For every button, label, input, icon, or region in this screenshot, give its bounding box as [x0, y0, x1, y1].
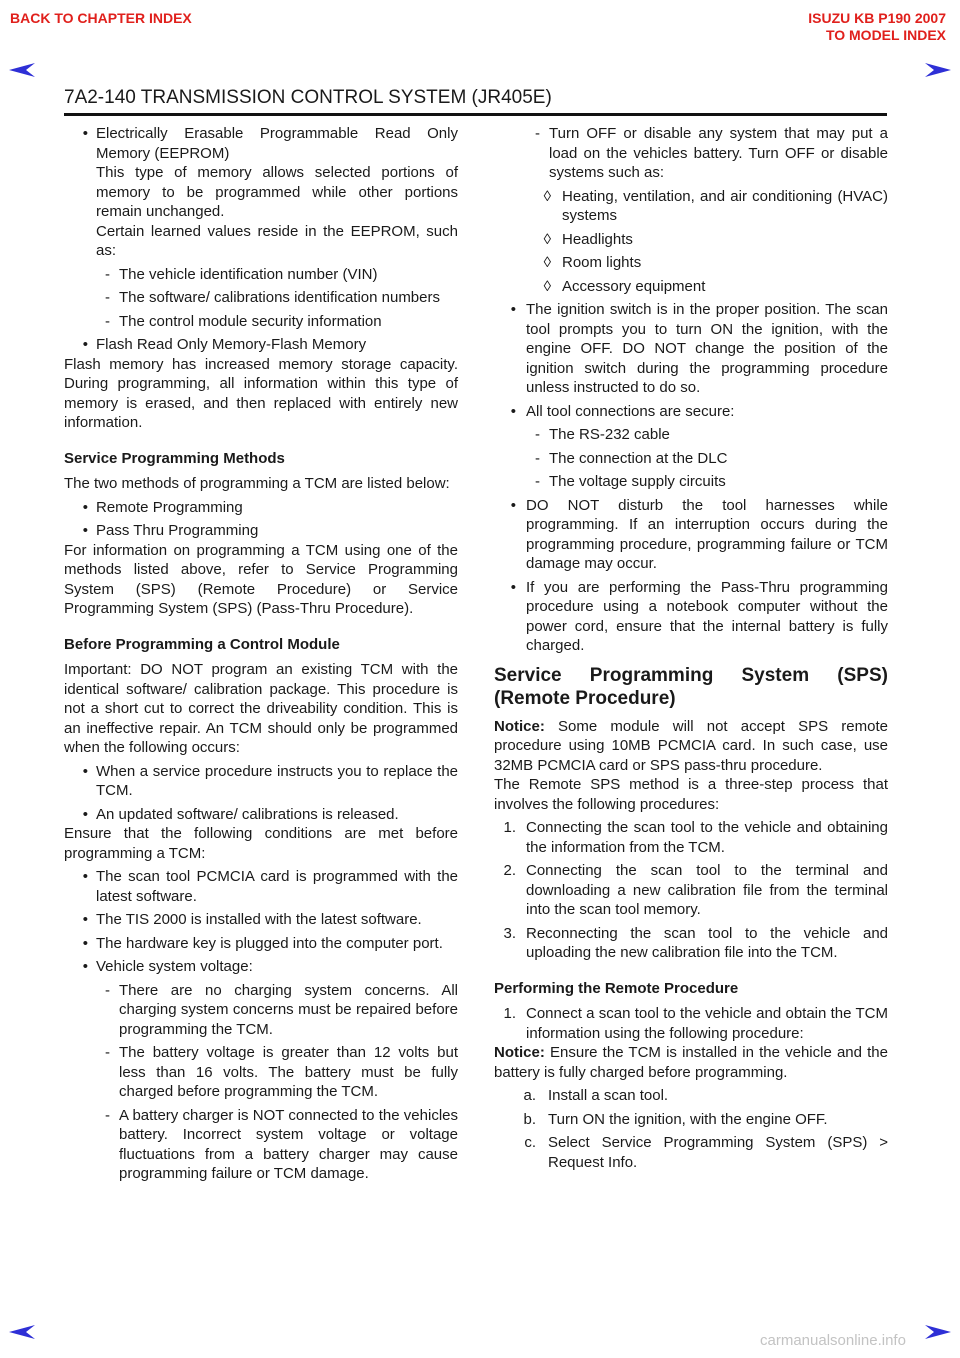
- list-item: [64, 910, 458, 930]
- bullet-marker: •: [82, 125, 88, 142]
- dash-marker: -: [535, 426, 540, 443]
- list-item: [494, 818, 888, 857]
- occurs-item: When a service procedure instructs you to replace the TCM.: [96, 762, 458, 799]
- heading-word: Programming: [589, 664, 714, 686]
- dash-marker: -: [535, 449, 540, 467]
- page-title: 7A2-140 TRANSMISSION CONTROL SYSTEM (JR405E): [64, 87, 552, 108]
- list-item: [64, 521, 458, 541]
- list-item: [494, 402, 888, 422]
- bullet-marker: •: [82, 805, 88, 823]
- list-item: [494, 578, 888, 656]
- list-item: [64, 312, 458, 332]
- list-item: [494, 1086, 888, 1106]
- dash-marker: -: [105, 289, 110, 306]
- sps-notice: [494, 717, 888, 776]
- dash-marker: -: [105, 265, 110, 283]
- bullet-marker: •: [510, 578, 516, 596]
- connections-item: All tool connections are secure:: [526, 402, 735, 420]
- sps-heading: [494, 664, 888, 710]
- back-to-chapter-index-link[interactable]: BACK TO CHAPTER INDEX: [10, 10, 192, 26]
- lozenge-marker: ◊: [543, 187, 551, 205]
- to-model-index-label: TO MODEL INDEX: [825, 27, 946, 43]
- heading-line-2: (Remote Procedure): [494, 687, 676, 709]
- right-column: [494, 124, 888, 1172]
- ignition-item: The ignition switch is in the proper position. The scan tool prompts you to turn ON the ignition, with the engine OFF. DO NOT change the position of the ignition switch during the programming procedure unless instructed to do so.: [526, 301, 888, 396]
- turn-off-item: Turn OFF or disable any system that may put a load on the vehicles battery. Turn OFF or disable systems such as:: [549, 125, 888, 181]
- heading-word: System: [741, 664, 810, 686]
- lozenge-marker: ◊: [543, 254, 551, 271]
- list-item: [494, 277, 888, 297]
- number-marker: 1.: [503, 819, 516, 836]
- bullet-marker: •: [82, 868, 88, 885]
- remote-step: Connect a scan tool to the vehicle and obtain the TCM information using the following procedure:: [526, 1005, 888, 1042]
- number-marker: 1.: [503, 1005, 516, 1022]
- list-item: [64, 288, 458, 308]
- connection-item: The connection at the DLC: [549, 449, 728, 467]
- sps-step: Connecting the scan tool to the terminal and downloading a new calibration file from the terminal into the scan tool memory.: [526, 862, 888, 918]
- notice-text: Ensure the TCM is installed in the vehicle and the battery is fully charged before programming.: [494, 1044, 888, 1081]
- system-item: Heating, ventilation, and air conditioning (HVAC) systems: [562, 187, 888, 224]
- bullet-marker: •: [82, 958, 88, 975]
- section-heading: Before Programming a Control Module: [64, 635, 340, 653]
- list-item: [494, 425, 888, 445]
- list-item: [494, 230, 888, 250]
- number-marker: 2.: [503, 862, 516, 879]
- connection-item: The RS-232 cable: [549, 426, 670, 443]
- model-name: ISUZU KB P190 2007: [808, 10, 946, 26]
- connection-item: The voltage supply circuits: [549, 473, 726, 490]
- list-item: [494, 1133, 888, 1172]
- important-note: Important: DO NOT program an existing TCM with the identical software/ calibration package. This procedure is not a short cut to correct the driveability condition. This is an ineffective repair. An TCM should only be programmed when the following occurs:: [64, 661, 458, 756]
- remote-substep: Install a scan tool.: [548, 1087, 669, 1104]
- bullet-marker: •: [510, 402, 516, 420]
- section-heading: Performing the Remote Procedure: [494, 979, 739, 997]
- letter-marker: a.: [523, 1087, 536, 1104]
- bullet-marker: •: [82, 762, 88, 780]
- condition-item: The hardware key is plugged into the computer port.: [96, 934, 443, 952]
- dash-marker: -: [535, 473, 540, 490]
- ensure-paragraph: Ensure that the following conditions are met before programming a TCM:: [64, 825, 458, 862]
- dash-marker: -: [105, 1044, 110, 1061]
- left-column: [64, 124, 458, 1184]
- notice-label: Notice:: [494, 717, 545, 735]
- remote-substep: Turn ON the ignition, with the engine OFF.: [548, 1110, 828, 1128]
- eeprom-item: The vehicle identification number (VIN): [119, 265, 378, 283]
- bullet-marker: •: [510, 496, 516, 514]
- left-arrow-icon[interactable]: [8, 1322, 36, 1342]
- bullet-marker: •: [82, 336, 88, 353]
- eeprom-title: Electrically Erasable Programmable Read Only Memory (EEPROM): [96, 125, 458, 162]
- right-arrow-icon[interactable]: [924, 1322, 952, 1342]
- watermark: carmanualsonline.info: [760, 1332, 906, 1349]
- sps-step: Connecting the scan tool to the vehicle and obtaining the information from the TCM.: [526, 819, 888, 856]
- list-item: [64, 265, 458, 285]
- bullet-marker: •: [510, 301, 516, 318]
- notice-label: Notice:: [494, 1044, 545, 1061]
- bullet-marker: •: [82, 911, 88, 928]
- dash-marker: -: [535, 125, 540, 142]
- dash-marker: -: [105, 312, 110, 330]
- list-item: [494, 124, 888, 183]
- section-heading: Service Programming Methods: [64, 449, 285, 467]
- eeprom-item: The control module security information: [119, 312, 382, 330]
- list-item: [64, 1043, 458, 1102]
- eeprom-description: This type of memory allows selected portions of memory to be programmed while other portions remain unchanged.: [96, 164, 458, 220]
- list-item: [64, 335, 458, 355]
- left-arrow-icon[interactable]: [8, 60, 36, 80]
- sps-step: Reconnecting the scan tool to the vehicle and uploading the new calibration file into the TCM.: [526, 924, 888, 961]
- list-item: [64, 957, 458, 977]
- spm-intro: The two methods of programming a TCM are listed below:: [64, 475, 450, 492]
- eeprom-learned-values: Certain learned values reside in the EEPROM, such as:: [96, 222, 458, 259]
- list-item: [494, 1110, 888, 1130]
- flash-paragraph: Flash memory has increased memory storage capacity. During programming, all information within this type of memory is erased, and then replaced with entirely new information.: [64, 355, 458, 431]
- disturb-item: DO NOT disturb the tool harnesses while programming. If an interruption occurs during the programming procedure, programming failure or TCM damage may occur.: [526, 496, 888, 572]
- system-item: Accessory equipment: [562, 277, 706, 295]
- letter-marker: b.: [523, 1110, 536, 1128]
- voltage-item: The battery voltage is greater than 12 volts but less than 16 volts. The battery must be fully charged before programming the TCM.: [119, 1044, 458, 1100]
- list-item: [64, 805, 458, 825]
- list-item: [64, 981, 458, 1040]
- heading-word: Service: [494, 664, 562, 686]
- model-index-link[interactable]: [808, 10, 946, 44]
- list-item: [494, 861, 888, 920]
- dash-marker: -: [105, 981, 110, 999]
- occurs-item: An updated software/ calibrations is released.: [96, 805, 399, 823]
- condition-item: The TIS 2000 is installed with the latest software.: [96, 911, 422, 928]
- list-item: [64, 498, 458, 518]
- list-item: [64, 762, 458, 801]
- list-item: [494, 253, 888, 273]
- voltage-item: There are no charging system concerns. All charging system concerns must be repaired before programming the TCM.: [119, 981, 458, 1038]
- list-item: [494, 187, 888, 226]
- method-item: Remote Programming: [96, 498, 243, 516]
- remote-notice: [494, 1043, 888, 1082]
- list-item: [494, 300, 888, 398]
- method-item: Pass Thru Programming: [96, 522, 259, 539]
- number-marker: 3.: [503, 924, 516, 942]
- list-item: [64, 124, 458, 261]
- bullet-marker: •: [82, 498, 88, 516]
- system-item: Room lights: [562, 254, 642, 271]
- list-item: [64, 867, 458, 906]
- flash-title: Flash Read Only Memory-Flash Memory: [96, 336, 367, 353]
- heading-word: (SPS): [837, 664, 888, 686]
- lozenge-marker: ◊: [543, 277, 551, 295]
- notice-text: Some module will not accept SPS remote procedure using 10MB PCMCIA card. In such case, use 32MB PCMCIA card or SPS pass-thru procedure.: [494, 717, 888, 774]
- list-item: [64, 1106, 458, 1184]
- remote-substep: Select Service Programming System (SPS) > Request Info.: [548, 1134, 888, 1171]
- right-arrow-icon[interactable]: [924, 60, 952, 80]
- eeprom-item: The software/ calibrations identification numbers: [119, 289, 440, 306]
- lozenge-marker: ◊: [543, 230, 551, 248]
- header-rule: [64, 113, 887, 116]
- condition-item: The scan tool PCMCIA card is programmed with the latest software.: [96, 868, 458, 905]
- pass-thru-item: If you are performing the Pass-Thru programming procedure using a notebook computer without the power cord, ensure that the internal battery is fully charged.: [526, 578, 888, 654]
- spm-info: For information on programming a TCM using one of the methods listed above, refer to Service Programming System (SPS) (Remote Procedure) or Service Programming System (SPS) (Pass-Thru Procedure).: [64, 541, 458, 617]
- list-item: [494, 924, 888, 963]
- voltage-item: A battery charger is NOT connected to the vehicles battery. Incorrect system voltage or voltage fluctuations from a battery charger may cause programming failure or TCM damage.: [119, 1106, 458, 1182]
- bullet-marker: •: [82, 934, 88, 952]
- list-item: [64, 934, 458, 954]
- condition-item: Vehicle system voltage:: [96, 958, 253, 975]
- list-item: [494, 449, 888, 469]
- letter-marker: c.: [524, 1134, 536, 1151]
- list-item: [494, 496, 888, 574]
- list-item: [494, 1004, 888, 1043]
- system-item: Headlights: [562, 230, 633, 248]
- sps-intro: The Remote SPS method is a three-step process that involves the following procedures:: [494, 776, 888, 813]
- bullet-marker: •: [82, 522, 88, 539]
- list-item: [494, 472, 888, 492]
- dash-marker: -: [105, 1106, 110, 1124]
